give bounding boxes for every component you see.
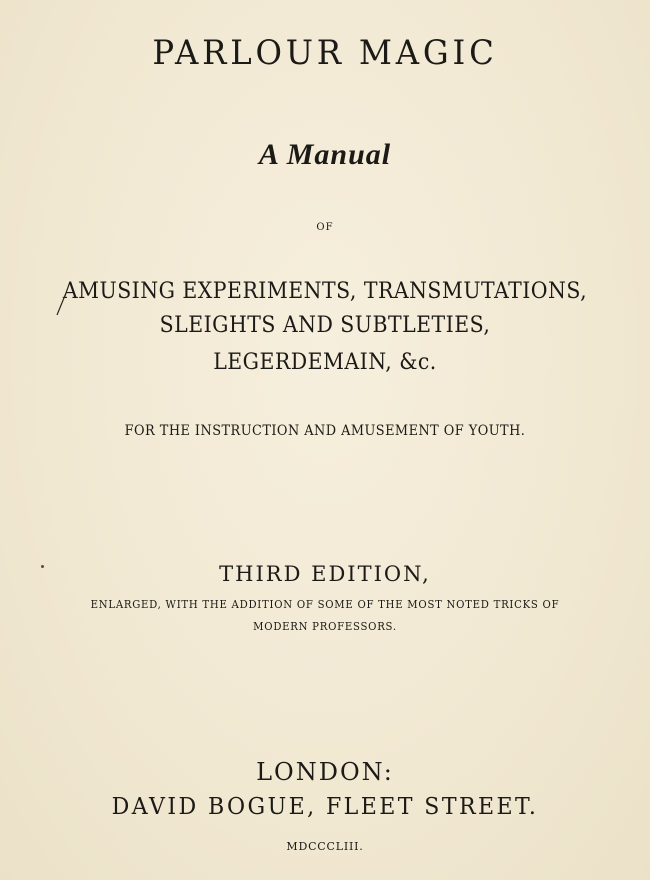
connector-text: OF [316, 222, 334, 233]
imprint-city: LONDON: [256, 758, 394, 786]
description-line-1: AMUSING EXPERIMENTS, TRANSMUTATIONS, [62, 279, 588, 304]
imprint-year: MDCCCLIII. [286, 840, 364, 853]
book-subtitle: A Manual [258, 138, 392, 171]
pen-mark-icon [54, 292, 68, 316]
description-line-2: SLEIGHTS AND SUBTLETIES, [159, 313, 491, 338]
purpose-statement: FOR THE INSTRUCTION AND AMUSEMENT OF YOUTH. [124, 423, 526, 439]
imprint-publisher: DAVID BOGUE, FLEET STREET. [111, 794, 539, 820]
edition-note-line-1: ENLARGED, WITH THE ADDITION OF SOME OF THE MOST NOTED TRICKS OF [90, 598, 560, 611]
description-line-3: LEGERDEMAIN, &c. [213, 350, 437, 375]
book-title: PARLOUR MAGIC [152, 33, 498, 73]
edition-note-line-2: MODERN PROFESSORS. [253, 620, 397, 633]
edition-heading: THIRD EDITION, [219, 562, 431, 586]
